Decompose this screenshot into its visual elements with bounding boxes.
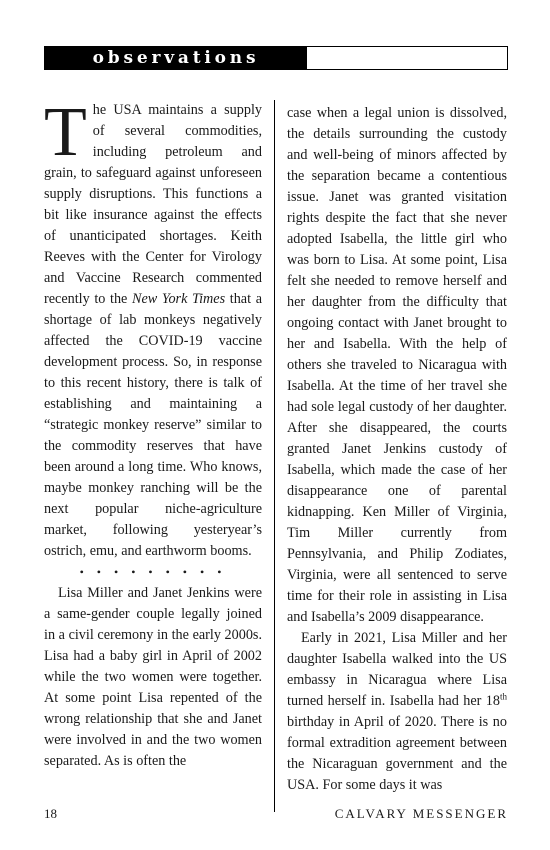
paragraph-miller-continued: case when a legal union is dissolved, the details surrounding the custody and well-being of minors affected by the separation became a contentious issue. Janet was granted visitation rights despite the fact that she never adopted Isabella, the little girl who was born to Lisa. At some point, Lisa felt she needed to remove herself and her daughter from the difficulty that ongoing contact with Janet brought to her and Isabella. With the help of others she traveled to Nicaragua with Isabella. At the time of her travel she had sole legal custody of her daughter. After she disappeared, the courts granted Janet Jenkins custody of Isabella, which made the case of her disappearance one of parental kidnapping. Ken Miller of Virginia, Tim Miller currently from Pennsylvania, and Philip Zodiates, Virginia, were all sentenced to serve time for their role in assisting in Lisa and Isabella’s 2009 disappearance. — [287, 105, 507, 625]
section-header — [44, 46, 508, 70]
page-number: 18 — [44, 806, 57, 821]
paragraph-miller-case: Lisa Miller and Janet Jenkins were a same-gender couple legally joined in a civil ceremony in the early 2000s. Lisa had a baby girl in April of 2002 while the two women were together. At some point Lisa repented of the wrong relationship that she and Janet were involved in and the two women separated. As is often the — [44, 585, 262, 769]
publication-title: CALVARY MESSENGER — [334, 806, 508, 821]
section-separator: • • • • • • • • • — [79, 565, 227, 579]
section-title: observations — [45, 47, 307, 69]
publication-name: New York Times — [132, 291, 226, 307]
drop-cap: T — [44, 94, 87, 171]
right-column — [287, 103, 507, 796]
column-divider — [274, 100, 275, 812]
paragraph-embassy: Early in 2021, Lisa Miller and her daughter Isabella walked into the US embassy in Nicaragua where Lisa turned herself in. Isabella had her 18th birthday in April of 2020. There is no formal extradition agreement between the Nicaraguan government and the USA. For some days it was — [287, 630, 507, 793]
left-column — [44, 94, 262, 772]
paragraph-monkey-reserve: The USA maintains a supply of several commodities, including petroleum and grain, to safeguard against unforeseen supply disruptions. This functions a bit like insurance against the effects of unanticipated shortages. Keith Reeves with the Center for Virology and Vaccine Research commented recently to the New York Times that a shortage of lab monkeys negatively affected the COVID-19 vaccine development process. So, in response to this recent history, there is talk of establishing and maintaining a “strategic monkey reserve” similar to the commodity reserves that have been around a long time. Who knows, maybe monkey ranching will be the next popular niche-agriculture market, following yesteryear’s ostrich, emu, and earthworm booms. — [44, 94, 262, 559]
